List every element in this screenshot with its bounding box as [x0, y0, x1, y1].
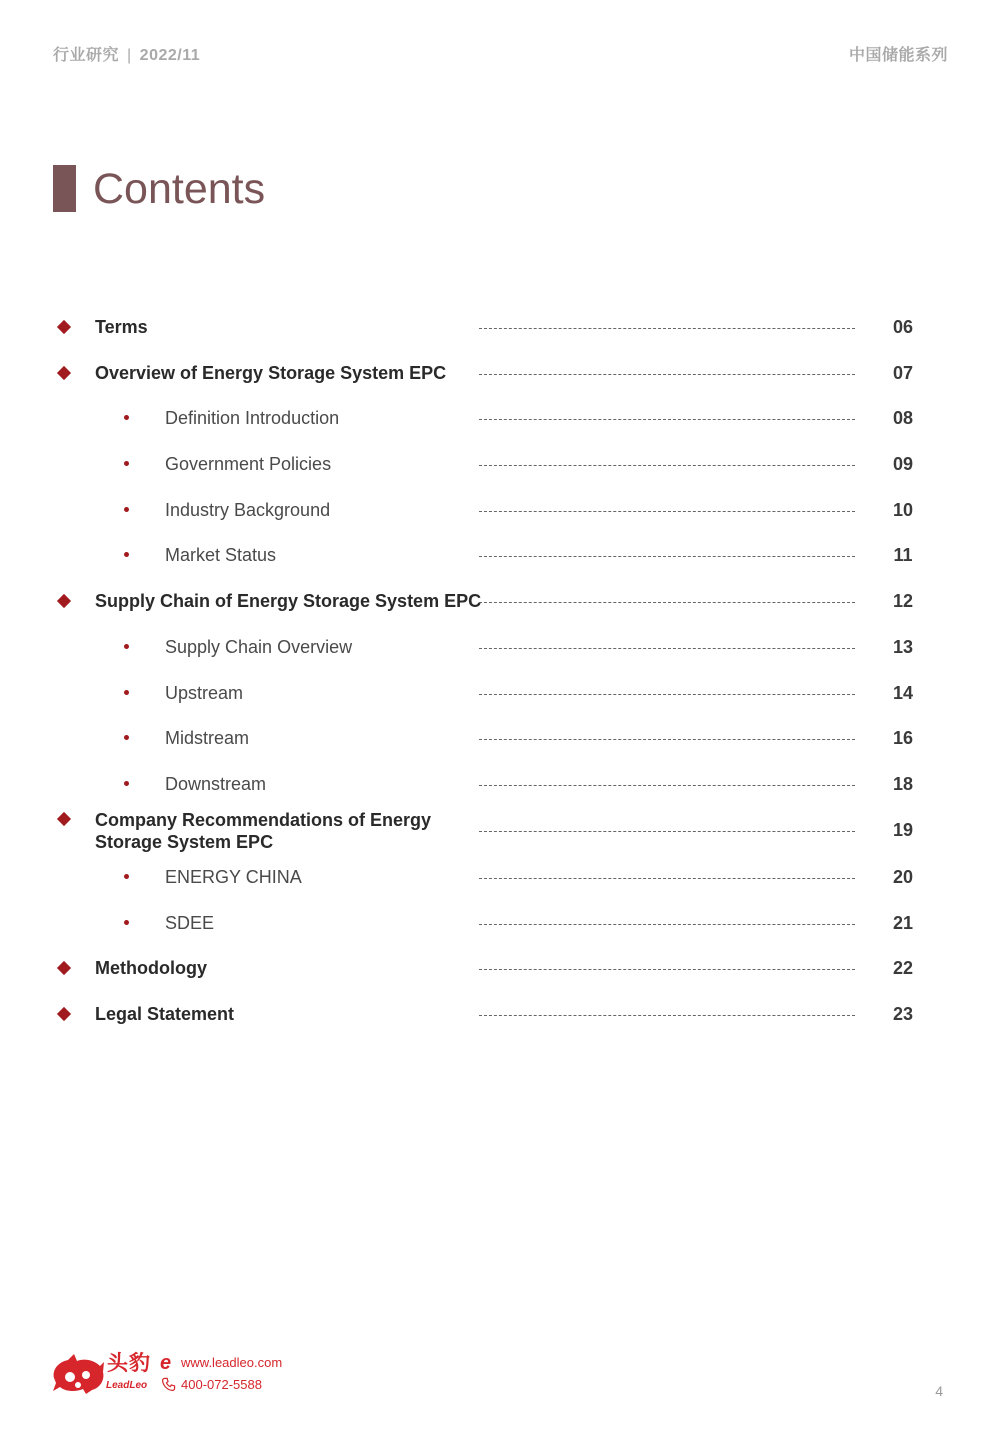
toc-entry-downstream[interactable] — [0, 773, 1000, 803]
dot-bullet-icon — [124, 690, 129, 695]
leader-line — [479, 374, 855, 375]
diamond-bullet-icon — [57, 320, 71, 334]
dot-bullet-icon — [124, 874, 129, 879]
toc-label: Government Policies — [165, 454, 332, 474]
toc-entry-supply-chain-overview[interactable] — [0, 636, 1000, 666]
toc-label: Legal Statement — [95, 1004, 235, 1024]
toc-label: Terms — [95, 317, 148, 337]
leader-line — [479, 648, 855, 649]
toc-entry-terms[interactable] — [0, 316, 1000, 346]
toc-page-number: 11 — [893, 545, 913, 565]
toc-label: Market Status — [165, 545, 277, 565]
diamond-bullet-icon — [57, 594, 71, 608]
toc-label: Midstream — [165, 728, 250, 748]
toc-label: SDEE — [165, 913, 215, 933]
dot-bullet-icon — [124, 920, 129, 925]
toc-entry-methodology[interactable] — [0, 957, 1000, 987]
dot-bullet-icon — [124, 781, 129, 786]
page-number: 4 — [935, 1383, 943, 1399]
toc-page-number: 07 — [892, 363, 914, 383]
leader-line — [479, 785, 855, 786]
toc-page-number: 12 — [892, 591, 914, 611]
toc-page-number: 18 — [892, 774, 914, 794]
dot-bullet-icon — [124, 644, 129, 649]
toc-page-number: 09 — [892, 454, 914, 474]
toc-page-number: 23 — [892, 1004, 914, 1024]
header-series: 中国储能系列 — [848, 47, 948, 64]
toc-label: Methodology — [95, 958, 207, 978]
dot-bullet-icon — [124, 735, 129, 740]
leader-line — [479, 602, 855, 603]
toc-page-number: 06 — [892, 317, 914, 337]
brand-name-cn: 头豹 — [107, 1352, 151, 1375]
phone-number[interactable]: 400-072-5588 — [181, 1377, 262, 1392]
leader-line — [479, 969, 855, 970]
toc-entry-government-policies[interactable] — [0, 453, 1000, 483]
toc-entry-definition-introduction[interactable] — [0, 407, 1000, 437]
toc-label-line2: Storage System EPC — [95, 832, 274, 852]
toc-label: Industry Background — [165, 500, 331, 520]
dot-bullet-icon — [124, 461, 129, 466]
brand-name-en: LeadLeo — [106, 1380, 148, 1391]
dot-bullet-icon — [124, 507, 129, 512]
toc-label: ENERGY CHINA — [165, 867, 302, 887]
leader-line — [479, 831, 855, 832]
leader-line — [479, 1015, 855, 1016]
toc-page-number: 22 — [892, 958, 914, 978]
leader-line — [479, 511, 855, 512]
leader-line — [479, 924, 855, 925]
toc-entry-supply-chain[interactable] — [0, 590, 1000, 620]
toc-page-number: 21 — [892, 913, 914, 933]
diamond-bullet-icon — [57, 812, 71, 826]
leader-line — [479, 465, 855, 466]
toc-label: Upstream — [165, 683, 244, 703]
diamond-bullet-icon — [57, 961, 71, 975]
dot-bullet-icon — [124, 552, 129, 557]
toc-label: Overview of Energy Storage System EPC — [95, 363, 447, 383]
website-link[interactable]: www.leadleo.com — [181, 1355, 283, 1370]
toc-entry-market-status[interactable] — [0, 544, 1000, 574]
toc-entry-company-recommendations[interactable] — [0, 809, 1000, 855]
page-title: Contents — [93, 165, 266, 213]
leader-line — [479, 878, 855, 879]
toc-page-number: 14 — [892, 683, 914, 703]
toc-page-number: 20 — [892, 867, 914, 887]
toc-entry-industry-background[interactable] — [0, 499, 1000, 529]
leader-line — [479, 556, 855, 557]
dot-bullet-icon — [124, 415, 129, 420]
toc-page-number: 10 — [892, 500, 914, 520]
toc-label: Company Recommendations of Energy — [95, 810, 432, 830]
web-e-icon: e — [160, 1352, 172, 1374]
leader-line — [479, 739, 855, 740]
leader-line — [479, 419, 855, 420]
toc-entry-energy-china[interactable] — [0, 866, 1000, 896]
toc-page-number: 16 — [892, 728, 914, 748]
leader-line — [479, 694, 855, 695]
toc-page-number: 13 — [892, 637, 914, 657]
toc-entry-sdee[interactable] — [0, 912, 1000, 942]
toc-page-number: 19 — [892, 820, 914, 840]
toc-entry-midstream[interactable] — [0, 727, 1000, 757]
diamond-bullet-icon — [57, 1007, 71, 1021]
toc-entry-upstream[interactable] — [0, 682, 1000, 712]
toc-label: Downstream — [165, 774, 267, 794]
header-date: 2022/11 — [139, 47, 201, 64]
toc-label: Supply Chain of Energy Storage System EPC — [95, 591, 482, 611]
toc-entry-overview[interactable] — [0, 362, 1000, 392]
toc-page-number: 08 — [892, 408, 914, 428]
toc-label: Supply Chain Overview — [165, 637, 353, 657]
phone-icon — [161, 1377, 176, 1392]
diamond-bullet-icon — [57, 366, 71, 380]
toc-entry-legal-statement[interactable] — [0, 1003, 1000, 1033]
leader-line — [479, 328, 855, 329]
leopard-logo-icon — [50, 1350, 105, 1395]
header-separator: | — [127, 47, 132, 64]
header-category: 行业研究 — [53, 47, 120, 64]
toc-label: Definition Introduction — [165, 408, 340, 428]
